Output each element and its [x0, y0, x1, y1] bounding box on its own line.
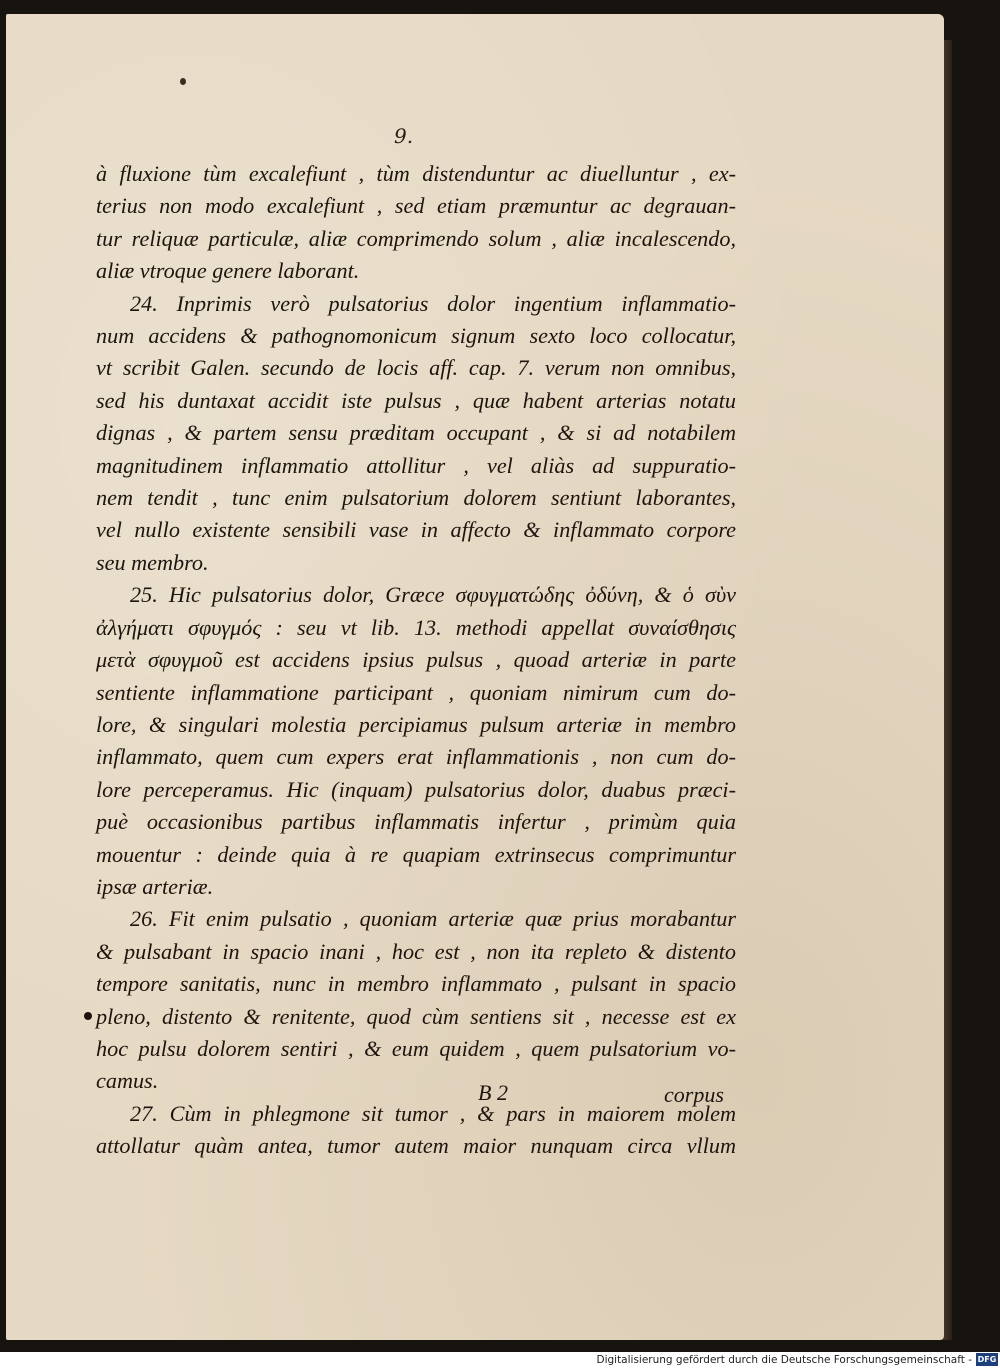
ink-speck: [180, 78, 186, 85]
text-line: terius non modo excalefiunt , sed etiam præmuntur ac degrauan-: [96, 193, 736, 219]
text-line: pleno, distento & renitente, quod cùm sentiens sit , necesse est ex: [96, 1003, 736, 1029]
text-line: tempore sanitatis, nunc in membro inflammato , pulsant in spacio: [96, 971, 736, 997]
digitization-credit: Digitalisierung gefördert durch die Deutsche Forschungsgemeinschaft -: [596, 1354, 972, 1366]
text-line: ἀλγήματι σφυγμός : seu vt lib. 13. methodi appellat συναίσθησις: [96, 614, 736, 640]
text-line: attollatur quàm antea, tumor autem maior nunquam circa vllum: [96, 1133, 736, 1159]
text-line: vel nullo existente sensibili vase in affecto & inflammato corpore: [96, 517, 736, 543]
text-line: inflammato, quem cum expers erat inflammationis , non cum do-: [96, 744, 736, 770]
dfg-logo: DFG: [977, 1355, 997, 1364]
paragraph-26-start: 26. Fit enim pulsatio , quoniam arteriæ quæ prius morabantur: [130, 906, 736, 932]
catchword: corpus: [664, 1082, 724, 1107]
paragraph-25-start: 25. Hic pulsatorius dolor, Græce σφυγματώδης ὀδύνη, & ὁ σὺν: [130, 582, 736, 608]
page-number: 9.: [394, 124, 414, 148]
text-line: à fluxione tùm excalefiunt , tùm distenduntur ac diuelluntur , ex-: [96, 161, 736, 186]
text-line: tur reliquæ particulæ, aliæ comprimendo solum , aliæ incalescendo,: [96, 225, 736, 251]
text-line: dignas , & partem sensu præditam occupant , & si ad notabilem: [96, 420, 736, 446]
text-line: lore, & singulari molestia percipiamus pulsum arteriæ in membro: [96, 711, 736, 737]
text-line: lore perceperamus. Hic (inquam) pulsatorius dolor, duabus præci-: [96, 776, 736, 802]
text-line: aliæ vtroque genere laborant.: [96, 258, 360, 284]
text-line: ipsæ arteriæ.: [96, 873, 214, 899]
text-line: magnitudinem inflammatio attollitur , vel aliàs ad suppuratio-: [96, 452, 736, 478]
paragraph-27-start: 27. Cùm in phlegmone sit tumor , & pars in maiorem molem: [130, 1100, 736, 1126]
text-line: hoc pulsu dolorem sentiri , & eum quidem , quem pulsatorium vo-: [96, 1035, 736, 1061]
paragraph-24-start: 24. Inprimis verò pulsatorius dolor ingentium inflammatio-: [130, 290, 736, 316]
text-line: μετὰ σφυγμοῦ est accidens ipsius pulsus , quoad arteriæ in parte: [96, 647, 736, 673]
text-line: sed his duntaxat accidit iste pulsus , quæ habent arterias notatu: [96, 387, 736, 413]
text-line: seu membro.: [96, 549, 209, 575]
text-line: mouentur : deinde quia à re quapiam extrinsecus comprimuntur: [96, 841, 736, 867]
signature-mark: B 2: [478, 1080, 508, 1105]
text-line: sentiente inflammatione participant , quoniam nimirum cum do-: [96, 679, 736, 705]
text-line: puè occasionibus partibus inflammatis infertur , primùm quia: [96, 809, 736, 835]
text-line: vt scribit Galen. secundo de locis aff. cap. 7. verum non omnibus,: [96, 355, 736, 381]
text-line: num accidens & pathognomonicum signum sexto loco collocatur,: [96, 323, 736, 349]
ink-speck: [84, 1012, 92, 1020]
text-line: & pulsabant in spacio inani , hoc est , non ita repleto & distento: [96, 938, 736, 964]
text-line: camus.: [96, 1068, 159, 1094]
page-body-text: [96, 158, 736, 1163]
text-line: nem tendit , tunc enim pulsatorium dolorem sentiunt laborantes,: [96, 485, 736, 511]
